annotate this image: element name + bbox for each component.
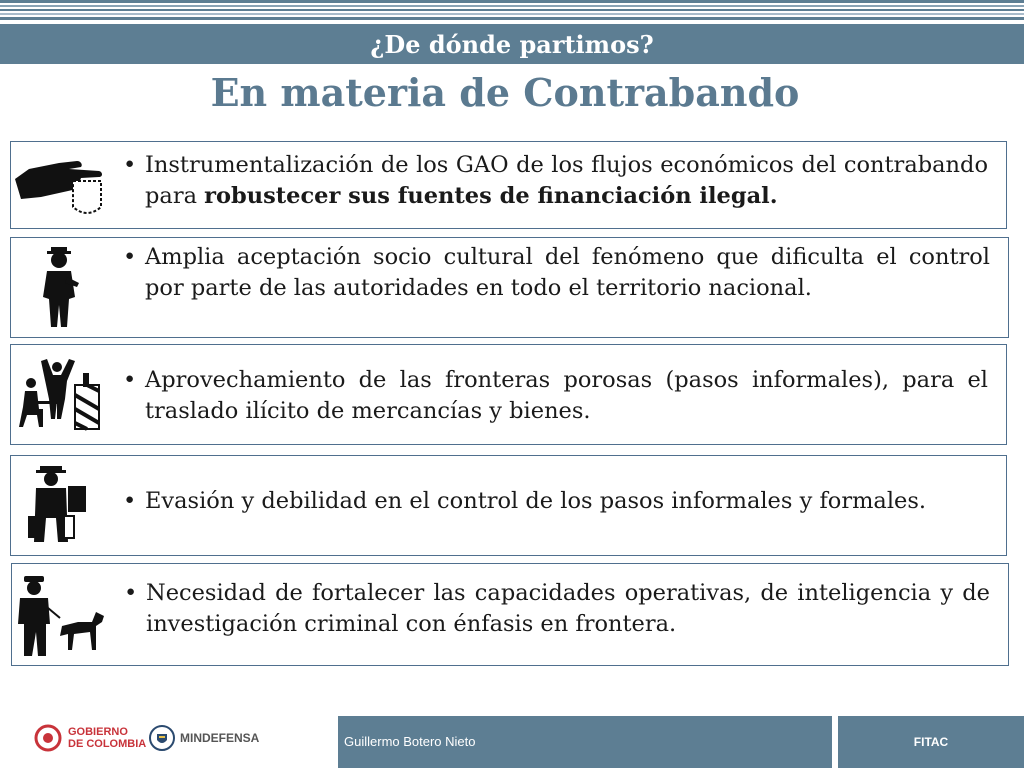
colombia-shield-icon (34, 724, 62, 752)
bullet: • (123, 367, 137, 393)
page-title: En materia de Contrabando (210, 70, 800, 115)
border-checkpoint-icon (11, 345, 107, 444)
list-item (11, 563, 1009, 666)
gobierno-logo (34, 724, 146, 752)
footer-author-bar (338, 716, 832, 768)
footer-author: Guillermo Botero Nieto (344, 734, 476, 749)
smuggler-suitcase-icon (11, 456, 107, 555)
list-item (10, 141, 1007, 229)
top-stripes (0, 0, 1024, 22)
mindefensa-logo (148, 724, 259, 752)
section-header-title: ¿De dónde partimos? (370, 29, 654, 59)
logo-mindefensa-text: MINDEFENSA (180, 731, 260, 745)
list-item (10, 455, 1007, 556)
footer-org-bar (838, 716, 1024, 768)
bullet: • (123, 488, 137, 514)
hand-pocket-icon (11, 142, 107, 228)
mindefensa-seal-icon (148, 724, 176, 752)
list-item (10, 237, 1009, 338)
section-header-bar (0, 24, 1024, 64)
footer-org: FITAC (913, 735, 949, 749)
item-text: Necesidad de fortalecer las capacidades operativas, de inteligencia y de investigación criminal con énfasis en frontera. (146, 580, 990, 637)
logo-gobierno-line1: GOBIERNO (68, 726, 128, 738)
logo-gobierno-line2: DE COLOMBIA (68, 738, 147, 750)
list-item (10, 344, 1007, 445)
item-text: Aprovechamiento de las fronteras porosas (pasos informales), para el traslado ilícito de mercancías y bienes. (145, 367, 988, 424)
bullet: • (123, 152, 137, 178)
item-text: Amplia aceptación socio cultural del fenómeno que dificulta el control por parte de las autoridades en todo el territorio nacional. (145, 244, 990, 301)
police-dog-icon (12, 564, 108, 665)
bullet: • (123, 244, 137, 270)
bullet: • (124, 580, 138, 606)
item-text-bold: robustecer sus fuentes de financiación ilegal. (204, 183, 778, 209)
hooded-figure-icon (11, 238, 107, 337)
item-text: Instrumentalización de los GAO de los flujos económicos del contrabando para (145, 152, 988, 209)
item-text: Evasión y debilidad en el control de los pasos informales y formales. (145, 488, 927, 514)
